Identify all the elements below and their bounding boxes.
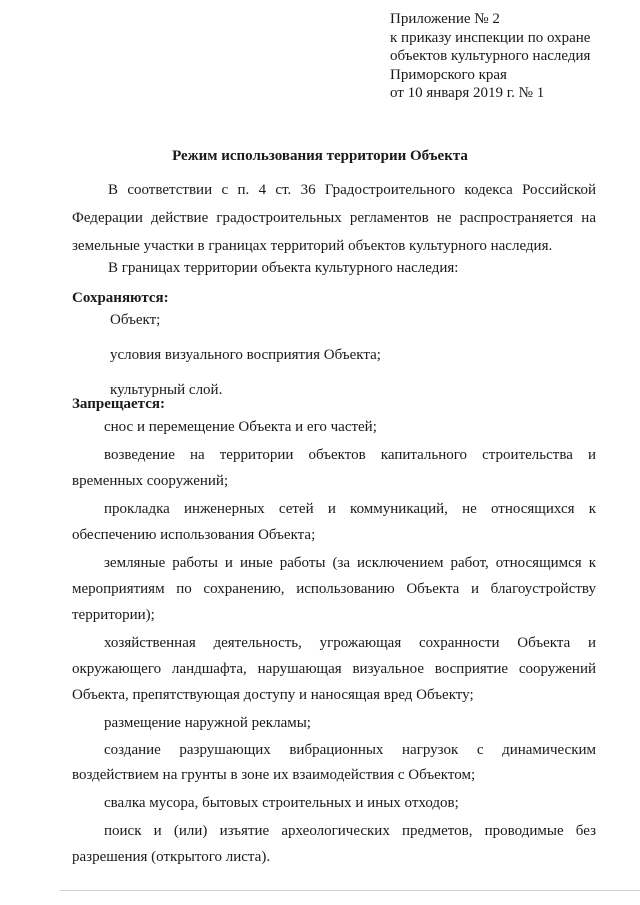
ban-item: прокладка инженерных сетей и коммуникаций, не относящихся к обеспечению использования Объекта;: [72, 501, 596, 543]
appendix-region-line: Приморского края: [390, 66, 507, 83]
appendix-header: [390, 10, 590, 103]
appendix-date-line: от 10 января 2019 г. № 1: [390, 85, 545, 101]
ban-item: хозяйственная деятельность, угрожающая сохранности Объекта и окружающего ландшафта, нарушающая визуальное восприятие сооружений Объекта, препятствующая доступу и наносящая вред Объекту;: [72, 635, 596, 703]
ban-item: создание разрушающих вибрационных нагрузок с динамическим воздействием на грунты в зоне их взаимодействия с Объектом;: [72, 742, 596, 783]
keep-item: условия визуального восприятия Объекта;: [110, 347, 381, 363]
intro-paragraph: В соответствии с п. 4 ст. 36 Градостроительного кодекса Российской Федерации действие градостроительных регламентов не распространяется на земельные участки в границах территорий объектов культурного наследия.: [72, 182, 596, 254]
intro-subparagraph: В границах территории объекта культурного наследия:: [108, 260, 459, 276]
scan-edge-line: [60, 890, 640, 891]
ban-item: свалка мусора, бытовых строительных и иных отходов;: [104, 795, 459, 811]
appendix-order-line: к приказу инспекции по охране: [390, 29, 591, 46]
keep-item: Объект;: [110, 312, 161, 328]
appendix-org-line: объектов культурного наследия: [390, 48, 591, 64]
appendix-number: Приложение № 2: [390, 11, 500, 27]
keep-heading: Сохраняются:: [72, 290, 169, 306]
ban-item: возведение на территории объектов капитального строительства и временных сооружений;: [72, 447, 596, 489]
document-title: Режим использования территории Объекта: [172, 148, 468, 164]
ban-item: поиск и (или) изъятие археологических предметов, проводимые без разрешения (открытого листа).: [72, 823, 596, 865]
keep-item: культурный слой.: [110, 382, 223, 398]
ban-item: размещение наружной рекламы;: [104, 715, 311, 731]
ban-item: снос и перемещение Объекта и его частей;: [104, 419, 377, 435]
ban-item: земляные работы и иные работы (за исключением работ, относящимся к мероприятиям по сохранению, использованию Объекта и благоустройству территории);: [72, 555, 596, 623]
ban-heading: Запрещается:: [72, 396, 166, 412]
ban-list: [72, 414, 596, 872]
